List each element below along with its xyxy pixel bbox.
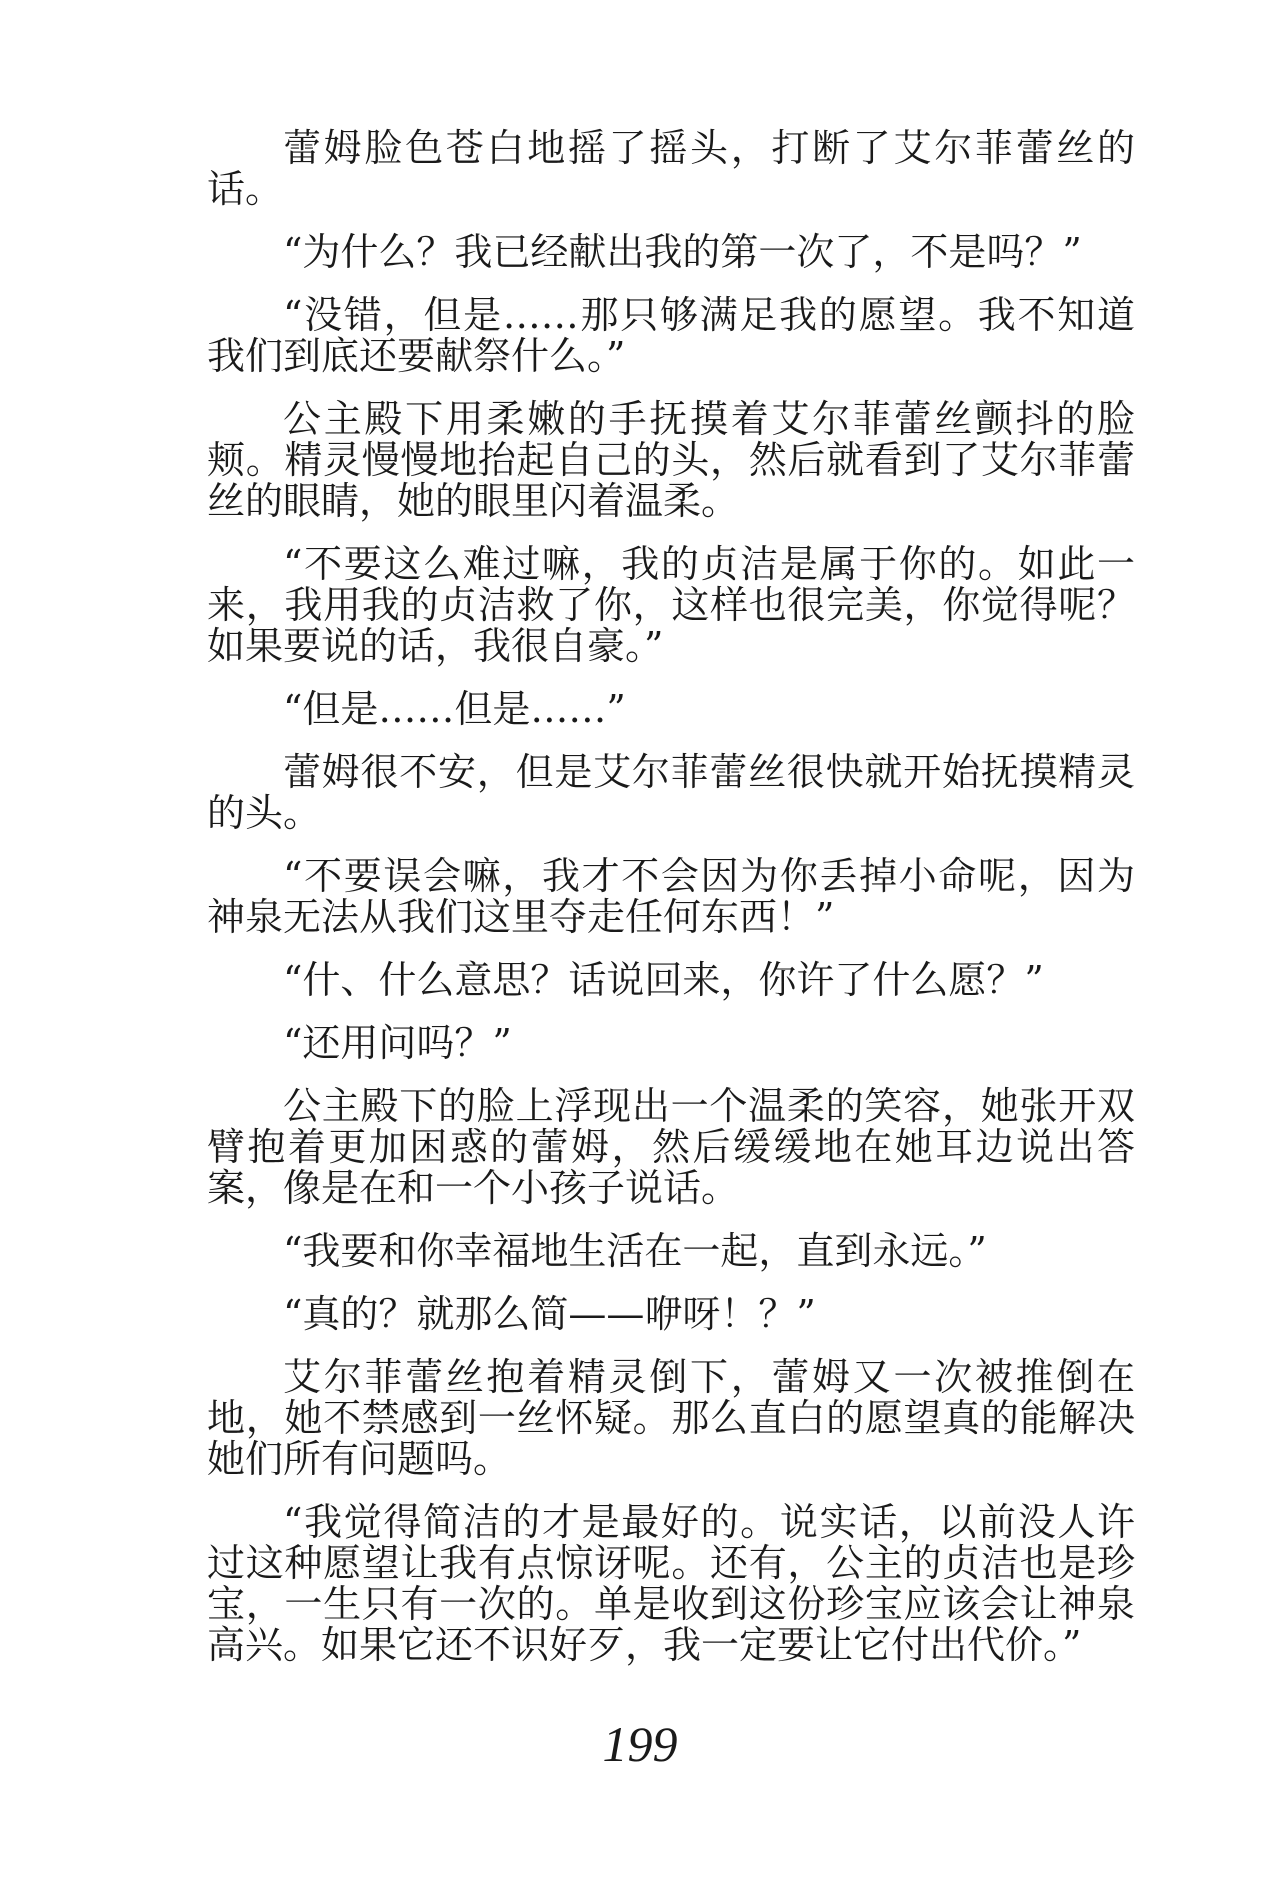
paragraph: 蕾姆脸色苍白地摇了摇头，打断了艾尔菲蕾丝的话。 [207, 126, 1135, 211]
paragraph: “不要误会嘛，我才不会因为你丢掉小命呢，因为神泉无法从我们这里夺走任何东西！” [207, 854, 1135, 939]
paragraph: “我要和你幸福地生活在一起，直到永远。” [283, 1229, 987, 1273]
paragraph: 艾尔菲蕾丝抱着精灵倒下，蕾姆又一次被推倒在地，她不禁感到一丝怀疑。那么直白的愿望真的能解决她们所有问题吗。 [207, 1355, 1135, 1481]
paragraph: “我觉得简洁的才是最好的。说实话，以前没人许过这种愿望让我有点惊讶呢。还有，公主的贞洁也是珍宝，一生只有一次的。单是收到这份珍宝应该会让神泉高兴。如果它还不识好歹，我一定要让它付出代价。” [207, 1500, 1135, 1667]
paragraph: 公主殿下的脸上浮现出一个温柔的笑容，她张开双臂抱着更加困惑的蕾姆，然后缓缓地在她耳边说出答案，像是在和一个小孩子说话。 [207, 1084, 1135, 1210]
page-number: 199 [602, 1716, 678, 1772]
paragraph: “还用问吗？” [283, 1021, 512, 1065]
page-body [207, 128, 1135, 1666]
paragraph: “不要这么难过嘛，我的贞洁是属于你的。如此一来，我用我的贞洁救了你，这样也很完美，你觉得呢？如果要说的话，我很自豪。” [207, 542, 1135, 668]
paragraph: “但是……但是……” [283, 687, 626, 731]
paragraph: “没错，但是……那只够满足我的愿望。我不知道我们到底还要献祭什么。” [207, 293, 1135, 378]
paragraph: “什、什么意思？话说回来，你许了什么愿？” [283, 958, 1044, 1002]
paragraph: “为什么？我已经献出我的第一次了，不是吗？” [283, 230, 1082, 274]
paragraph: 公主殿下用柔嫩的手抚摸着艾尔菲蕾丝颤抖的脸颊。精灵慢慢地抬起自己的头，然后就看到了艾尔菲蕾丝的眼睛，她的眼里闪着温柔。 [207, 397, 1135, 523]
paragraph: 蕾姆很不安，但是艾尔菲蕾丝很快就开始抚摸精灵的头。 [207, 750, 1135, 835]
paragraph: “真的？就那么简——咿呀！？” [283, 1292, 816, 1336]
